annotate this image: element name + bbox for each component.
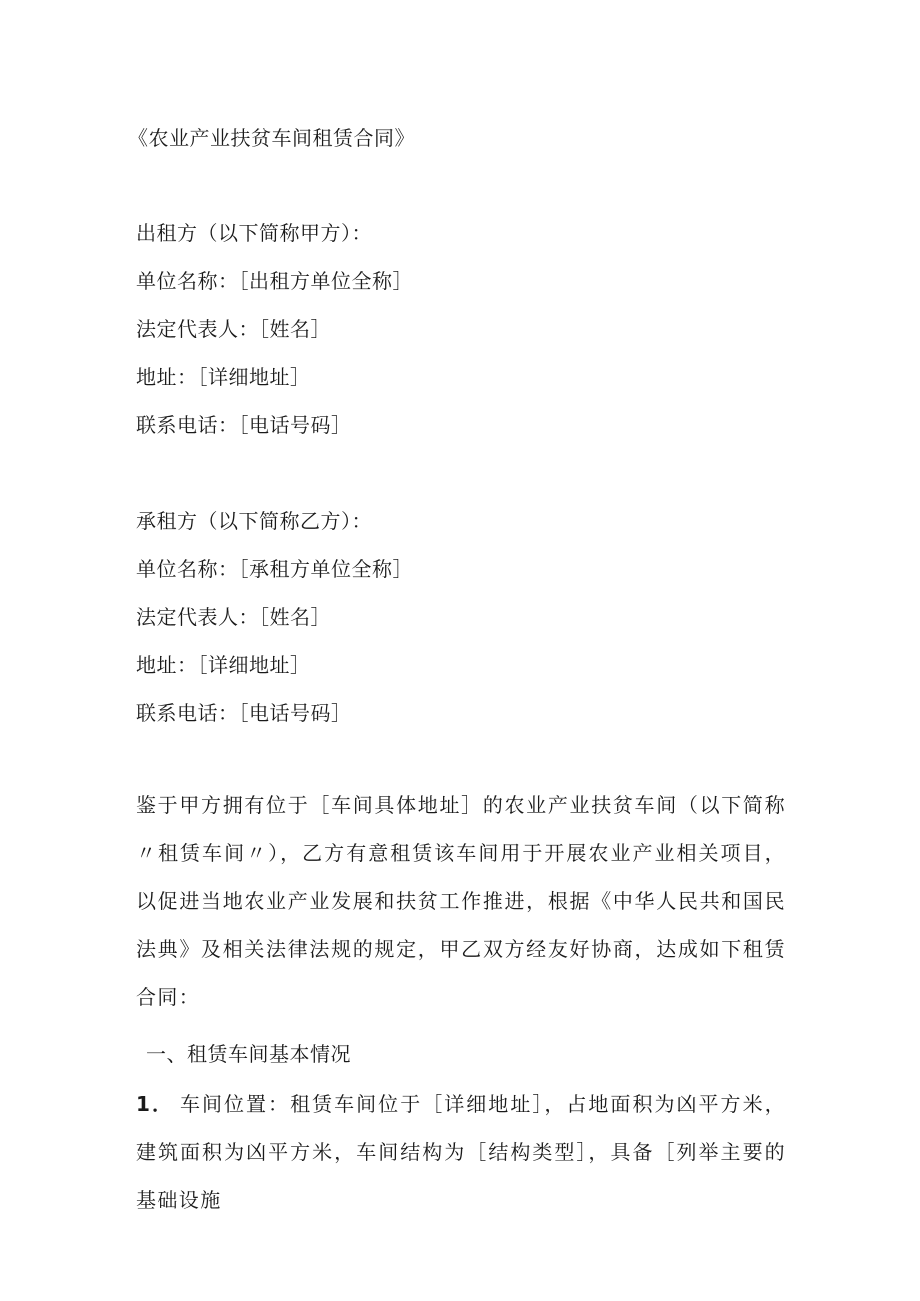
lessee-heading: 承租方（以下简称乙方）： bbox=[136, 509, 372, 533]
item-number: 1． bbox=[136, 1092, 174, 1116]
lessor-unit-name: 单位名称：［出租方单位全称］ bbox=[136, 269, 413, 293]
lessor-legal-rep: 法定代表人：［姓名］ bbox=[136, 317, 331, 341]
preamble-paragraph: 鉴于甲方拥有位于［车间具体地址］的农业产业扶贫车间（以下简称〃租赁车间〃），乙方有意租赁该车间用于开展农业产业相关项目，以促进当地农业产业发展和扶贫工作推进，根据《中华人民共和国民法典》及相关法律法规的规定，甲乙双方经友好协商，达成如下租赁合同： bbox=[136, 793, 786, 1009]
section-1-item-1 bbox=[136, 1080, 786, 1224]
lessor-address: 地址：［详细地址］ bbox=[136, 365, 311, 389]
lessor-heading: 出租方（以下简称甲方）： bbox=[136, 221, 372, 245]
lessee-unit-name: 单位名称：［承租方单位全称］ bbox=[136, 557, 413, 581]
section-1-heading: 一、租赁车间基本情况 bbox=[146, 1042, 351, 1066]
item-text: 车间位置：租赁车间位于［详细地址］，占地面积为凶平方米，建筑面积为凶平方米，车间结构为［结构类型］，具备［列举主要的基础设施 bbox=[136, 1092, 786, 1212]
contract-title: 《农业产业扶贫车间租赁合同》 bbox=[128, 126, 415, 150]
lessor-phone: 联系电话：［电话号码］ bbox=[136, 413, 352, 437]
lessee-phone: 联系电话：［电话号码］ bbox=[136, 701, 352, 725]
lessee-legal-rep: 法定代表人：［姓名］ bbox=[136, 605, 331, 629]
lessee-address: 地址：［详细地址］ bbox=[136, 653, 311, 677]
